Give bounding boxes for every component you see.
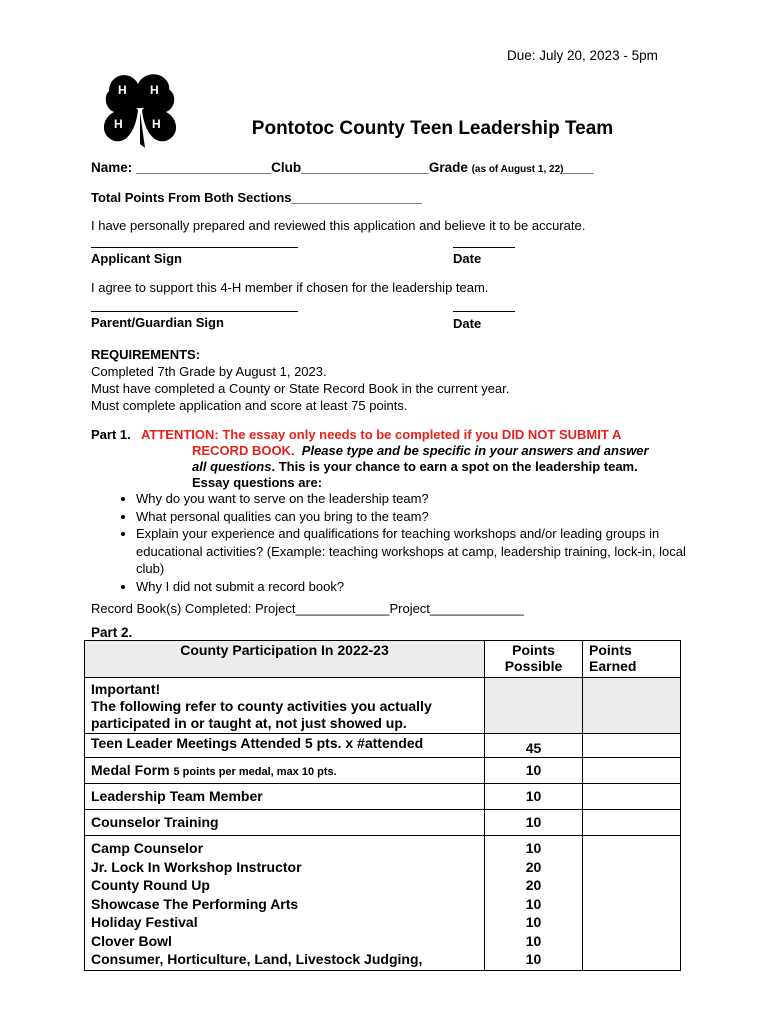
earned-cell[interactable] — [583, 810, 681, 836]
grade-note: (as of August 1, 22) — [471, 164, 564, 175]
attention-record-book: RECORD BOOK. — [192, 443, 295, 458]
table-row — [85, 758, 681, 784]
svg-text:H: H — [118, 83, 127, 97]
header-activity: County Participation In 2022-23 — [85, 641, 485, 678]
earned-cell[interactable] — [583, 784, 681, 810]
instruction-rest: . This is your chance to earn a spot on the leadership team. — [271, 459, 638, 474]
part2-label: Part 2. — [91, 625, 133, 640]
points-table — [84, 640, 681, 971]
points-value: 10 — [525, 840, 542, 856]
name-label: Name: — [91, 160, 137, 175]
activity-label: Camp Counselor — [91, 840, 204, 856]
record-books-field[interactable]: Record Book(s) Completed: Project_____________Project_____________ — [91, 601, 524, 616]
points-value: 10 — [525, 932, 542, 949]
club-field[interactable]: _________________ — [301, 160, 429, 175]
essay-questions — [108, 490, 716, 595]
activity-cell: Teen Leader Meetings Attended 5 pts. x #attended — [85, 734, 485, 758]
essay-question: • What personal qualities can you bring to the team? — [136, 508, 716, 526]
table-header-row — [85, 641, 681, 678]
activity-note: 5 points per medal, max 10 pts. — [173, 766, 337, 778]
grade-field[interactable]: ____ — [563, 160, 594, 175]
header-points-possible — [485, 641, 583, 678]
important-row — [85, 678, 681, 734]
important-cell — [85, 678, 485, 734]
points-value: 10 — [525, 895, 542, 912]
svg-text:H: H — [150, 83, 159, 97]
points-value: 10 — [525, 951, 542, 967]
points-cell: 10 — [485, 758, 583, 784]
header-points-earned-2: Earned — [589, 658, 637, 674]
points-value: 10 — [525, 914, 542, 930]
part1-label: Part 1. — [91, 427, 131, 442]
activity-cell: Counselor Training — [85, 810, 485, 836]
header-points-possible-2: Possible — [504, 658, 563, 674]
table-row — [85, 734, 681, 758]
essay-question: • Why do you want to serve on the leadership team? — [136, 490, 716, 508]
header-points-possible-1: Points — [512, 642, 555, 658]
instruction-line-2 — [192, 459, 638, 474]
requirement-item: Must complete application and score at least 75 points. — [91, 398, 408, 413]
instruction-italic: Please type and be specific in your answers and answer — [301, 443, 649, 458]
important-label: Important! — [91, 681, 161, 697]
applicant-sign-label: Applicant Sign — [91, 251, 182, 266]
activity-label: Jr. Lock In Workshop Instructor — [91, 858, 302, 875]
activity-cell — [85, 758, 485, 784]
earned-cell[interactable] — [583, 758, 681, 784]
attention-line: ATTENTION: The essay only needs to be completed if you DID NOT SUBMIT A — [141, 427, 622, 442]
important-earned-cell — [583, 678, 681, 734]
activity-cell: Leadership Team Member — [85, 784, 485, 810]
name-field[interactable]: __________________ — [136, 160, 272, 175]
points-cell: 10 — [485, 810, 583, 836]
requirements-heading: REQUIREMENTS: — [91, 347, 201, 362]
parent-sign-label: Parent/Guardian Sign — [91, 315, 224, 330]
table-row — [85, 784, 681, 810]
essay-question: • Why I did not submit a record book? — [136, 578, 716, 596]
points-value: 20 — [525, 877, 542, 893]
activity-label: Clover Bowl — [91, 932, 172, 949]
due-date: Due: July 20, 2023 - 5pm — [507, 48, 658, 63]
activity-label: County Round Up — [91, 877, 210, 893]
essay-heading: Essay questions are: — [192, 475, 323, 490]
activity-label: Holiday Festival — [91, 914, 198, 930]
applicant-sign-line[interactable] — [91, 247, 298, 248]
total-points-field[interactable]: Total Points From Both Sections__________________ — [91, 190, 422, 205]
table-row — [85, 810, 681, 836]
important-text: The following refer to county activities you actually participated in or taught at, not just showed up. — [91, 698, 432, 731]
page-title: Pontotoc County Teen Leadership Team — [251, 118, 614, 139]
grade-label: Grade — [428, 160, 472, 175]
essay-question: • Explain your experience and qualifications for teaching workshops and/or leading groups in educational activities? (Example: teaching workshops at camp, leadership training, lock-in, local club) — [136, 525, 716, 578]
applicant-date-label: Date — [453, 251, 482, 266]
earned-group-cell[interactable] — [583, 836, 681, 971]
svg-text:H: H — [152, 117, 161, 131]
earned-cell[interactable] — [583, 734, 681, 758]
applicant-date-line[interactable] — [453, 247, 515, 248]
header-points-earned-1: Points — [589, 642, 632, 658]
parent-date-label: Date — [453, 316, 482, 331]
points-group-cell — [485, 836, 583, 971]
points-value: 20 — [525, 858, 542, 875]
table-row-group — [85, 836, 681, 971]
name-club-grade-line — [91, 160, 594, 175]
club-label: Club — [271, 160, 302, 175]
activity-label: Consumer, Horticulture, Land, Livestock Judging, — [91, 951, 423, 967]
activity-group-cell — [85, 836, 485, 971]
parent-date-line[interactable] — [453, 311, 515, 312]
activity-label: Showcase The Performing Arts — [91, 895, 299, 912]
important-points-cell — [485, 678, 583, 734]
instruction-italic-2: all questions — [192, 459, 272, 474]
activity-label: Medal Form — [91, 762, 174, 778]
instruction-line — [192, 443, 649, 458]
parent-statement: I agree to support this 4-H member if chosen for the leadership team. — [91, 280, 489, 295]
requirement-item: Completed 7th Grade by August 1, 2023. — [91, 364, 327, 379]
parent-sign-line[interactable] — [91, 311, 298, 312]
applicant-statement: I have personally prepared and reviewed this application and believe it to be accurate. — [91, 218, 586, 233]
points-cell: 45 — [485, 734, 583, 758]
requirement-item: Must have completed a County or State Record Book in the current year. — [91, 381, 510, 396]
header-points-earned — [583, 641, 681, 678]
points-cell: 10 — [485, 784, 583, 810]
svg-text:H: H — [114, 117, 123, 131]
